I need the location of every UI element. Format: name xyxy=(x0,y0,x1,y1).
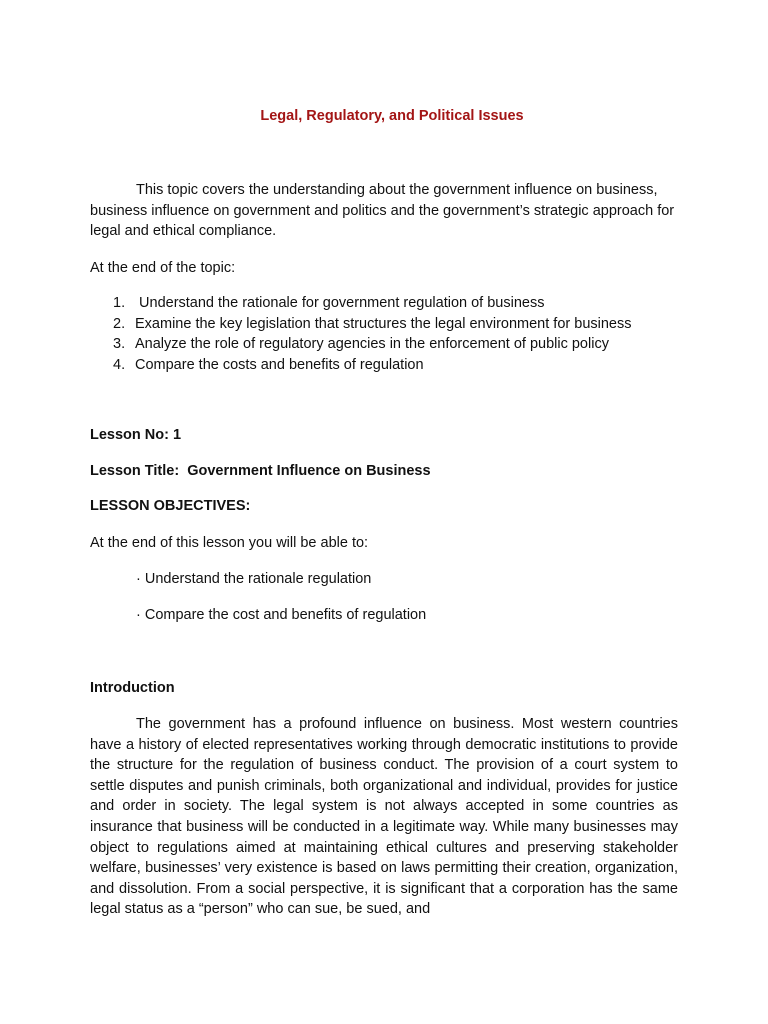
list-item xyxy=(90,293,631,314)
lesson-objectives-heading: LESSON OBJECTIVES: xyxy=(90,498,251,514)
lesson-objectives-lead: At the end of this lesson you will be able to: xyxy=(90,535,369,551)
list-item-text: Examine the key legislation that structures the legal environment for business xyxy=(135,315,632,332)
list-item xyxy=(90,355,631,376)
list-item xyxy=(90,314,631,335)
lesson-number: Lesson No: 1 xyxy=(90,427,182,443)
list-item-text: Understand the rationale for government regulation of business xyxy=(135,295,545,311)
topic-objectives-list xyxy=(90,293,631,375)
list-item-number: 3. xyxy=(113,336,126,352)
lesson-objective-item: · Understand the rationale regulation xyxy=(136,571,372,587)
topic-objectives-lead: At the end of the topic: xyxy=(90,260,236,276)
introduction-paragraph: The government has a profound influence on business. Most western countries have a history of elected representatives working through democratic institutions to provide the structure for the regulation of business conduct. The provision of a court system to settle disputes and punish criminals, both organizational and individual, provides for justice and order in society. The legal system is not always accepted in some countries as insurance that business will be conducted in a legitimate way. While many businesses may object to regulations aimed at maintaining ethical cultures and preserving stakeholder welfare, businesses’ very existence is based on laws permitting their creation, organization, and dissolution. From a social perspective, it is significant that a corporation has the same legal status as a “person” who can sue, be sued, and xyxy=(90,716,678,918)
list-item-number: 4. xyxy=(113,356,126,373)
list-item-text: Analyze the role of regulatory agencies in the enforcement of public policy xyxy=(135,336,609,352)
lesson-objective-item: · Compare the cost and benefits of regulation xyxy=(136,607,427,623)
list-item-number: 2. xyxy=(113,315,126,332)
introduction-heading: Introduction xyxy=(90,680,175,696)
document-title: Legal, Regulatory, and Political Issues xyxy=(260,108,524,124)
lesson-title: Lesson Title: Government Influence on Business xyxy=(90,463,431,479)
topic-intro-paragraph: This topic covers the understanding about the government influence on business, business influence on government and politics and the government’s strategic approach for legal and ethical compliance. xyxy=(90,182,675,239)
list-item-text: Compare the costs and benefits of regulation xyxy=(135,356,424,373)
list-item-number: 1. xyxy=(113,295,126,311)
list-item xyxy=(90,334,631,355)
